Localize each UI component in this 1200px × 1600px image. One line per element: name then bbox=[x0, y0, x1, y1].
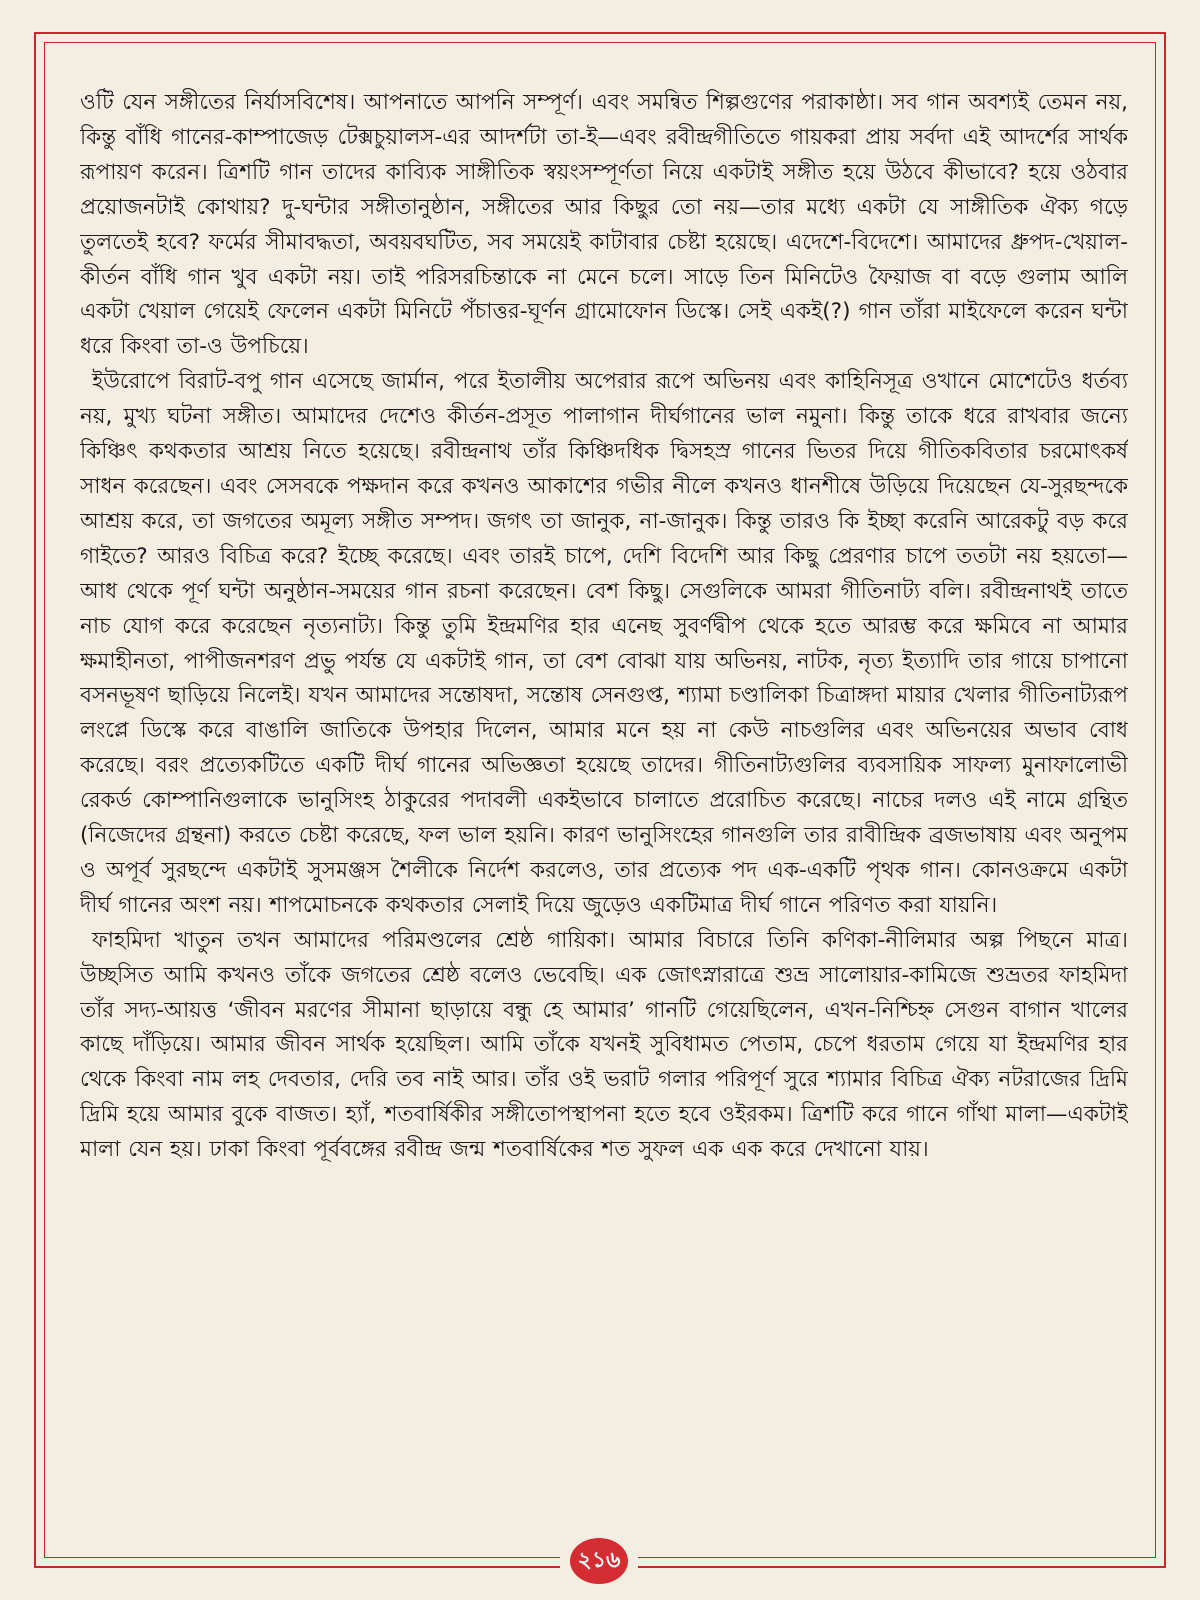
page-number-badge: ২১৬ bbox=[570, 1538, 628, 1584]
page-body bbox=[80, 86, 1128, 1506]
paragraph-3: ফাহমিদা খাতুন তখন আমাদের পরিমণ্ডলের শ্রেষ্ঠ গায়িকা। আমার বিচারে তিনি কণিকা-নীলিমার অল্প পিছনে মাত্র। উচ্ছসিত আমি কখনও তাঁকে জগতের শ্রেষ্ঠ বলেও ভেবেছি। এক জোৎস্নারাত্রে শুভ্র সালোয়ার-কামিজে শুভ্রতর ফাহমিদা তাঁর সদ্য-আয়ত্ত ‘জীবন মরণের সীমানা ছাড়ায়ে বন্ধু হে আমার’ গানটি গেয়েছিলেন, এখন-নিশ্চিহ্ন সেগুন বাগান খালের কাছে দাঁড়িয়ে। আমার জীবন সার্থক হয়েছিল। আমি তাঁকে যখনই সুবিধামত পেতাম, চেপে ধরতাম গেয়ে যা ইন্দ্রমণির হার থেকে কিংবা নাম লহ দেবতার, দেরি তব নাই আর। তাঁর ওই ভরাট গলার পরিপূর্ণ সুরে শ্যামার বিচিত্র ঐক্য নটরাজের দ্রিমি দ্রিমি হয়ে আমার বুকে বাজত। হ্যাঁ, শতবার্ষিকীর সঙ্গীতোপস্থাপনা হতে হবে ওইরকম। ত্রিশটি করে গানে গাঁথা মালা—একটাই মালা যেন হয়। ঢাকা কিংবা পূর্ববঙ্গের রবীন্দ্র জন্ম শতবার্ষিকের শত সুফল এক এক করে দেখানো যায়। bbox=[80, 927, 1128, 1163]
page-number-container bbox=[560, 1538, 638, 1584]
paragraph-2: ইউরোপে বিরাট-বপু গান এসেছে জার্মান, পরে ইতালীয় অপেরার রূপে অভিনয় এবং কাহিনিসূত্র ওখানে মোশেটেও ধর্তব্য নয়, মুখ্য ঘটনা সঙ্গীত। আমাদের দেশেও কীর্তন-প্রসূত পালাগান দীর্ঘগানের ভাল নমুনা। কিন্তু তাকে ধরে রাখবার জন্যে কিঞ্চিৎ কথকতার আশ্রয় নিতে হয়েছে। রবীন্দ্রনাথ তাঁর কিঞ্চিদধিক দ্বিসহস্র গানের ভিতর দিয়ে গীতিকবিতার চরমোৎকর্ষ সাধন করেছেন। এবং সেসবকে পক্ষদান করে কখনও আকাশের গভীর নীলে কখনও ধানশীষে উড়িয়ে দিয়েছেন যে-সুরছন্দকে আশ্রয় করে, তা জগতের অমূল্য সঙ্গীত সম্পদ। জগৎ তা জানুক, না-জানুক। কিন্তু তারও কি ইচ্ছা করেনি আরেকটু বড় করে গাইতে? আরও বিচিত্র করে? ইচ্ছে করেছে। এবং তারই চাপে, দেশি বিদেশি আর কিছু প্রেরণার চাপে ততটা নয় হয়তো—আধ থেকে পূর্ণ ঘন্টা অনুষ্ঠান-সময়ের গান রচনা করেছেন। বেশ কিছু। সেগুলিকে আমরা গীতিনাট্য বলি। রবীন্দ্রনাথই তাতে নাচ যোগ করে করেছেন নৃত্যনাট্য। কিন্তু তুমি ইন্দ্রমণির হার এনেছ সুবর্ণদ্বীপ থেকে হতে আরম্ভ করে ক্ষমিবে না আমার ক্ষমাহীনতা, পাপীজনশরণ প্রভু পর্যন্ত যে একটাই গান, তা বেশ বোঝা যায় অভিনয়, নাটক, নৃত্য ইত্যাদি তার গায়ে চাপানো বসনভূষণ ছাড়িয়ে নিলেই। যখন আমাদের সন্তোষদা, সন্তোষ সেনগুপ্ত, শ্যামা চণ্ডালিকা চিত্রাঙ্গদা মায়ার খেলার গীতিনাট্যরূপ লংপ্লে ডিস্কে করে বাঙালি জাতিকে উপহার দিলেন, আমার মনে হয় না কেউ নাচগুলির এবং অভিনয়ের অভাব বোধ করেছে। বরং প্রত্যেকটিতে একটি দীর্ঘ গানের অভিজ্ঞতা হয়েছে তাদের। গীতিনাট্যগুলির ব্যবসায়িক সাফল্য মুনাফালোভী রেকর্ড কোম্পানিগুলাকে ভানুসিংহ ঠাকুরের পদাবলী একইভাবে চালাতে প্ররোচিত করেছে। নাচের দলও এই নামে গ্রন্থিত (নিজেদের গ্রন্থনা) করতে চেষ্টা করেছে, ফল ভাল হয়নি। কারণ ভানুসিংহের গানগুলি তার রাবীন্দ্রিক ব্রজভাষায় এবং অনুপম ও অপূর্ব সুরছন্দে একটাই সুসমঞ্জস শৈলীকে নির্দেশ করলেও, তার প্রত্যেক পদ এক-একটি পৃথক গান। কোনওক্রমে একটা দীর্ঘ গানের অংশ নয়। শাপমোচনকে কথকতার সেলাই দিয়ে জুড়েও একটিমাত্র দীর্ঘ গানে পরিণত করা যায়নি। bbox=[80, 369, 1128, 918]
paragraph-1: ওটি যেন সঙ্গীতের নির্যাসবিশেষ। আপনাতে আপনি সম্পূর্ণ। এবং সমন্বিত শিল্পগুণের পরাকাষ্ঠা। সব গান অবশ্যই তেমন নয়, কিন্তু বাঁধি গানের-কাম্পাজেড় টেক্সচুয়ালস-এর আদর্শটা তা-ই—এবং রবীন্দ্রগীতিতে গায়করা প্রায় সর্বদা এই আদর্শের সার্থক রূপায়ণ করেন। ত্রিশটি গান তাদের কাব্যিক সাঙ্গীতিক স্বয়ংসম্পূর্ণতা নিয়ে একটাই সঙ্গীত হয়ে উঠবে কীভাবে? হয়ে ওঠবার প্রয়োজনটাই কোথায়? দু-ঘন্টার সঙ্গীতানুষ্ঠান, সঙ্গীতের আর কিছুর তো নয়—তার মধ্যে একটা যে সাঙ্গীতিক ঐক্য গড়ে তুলতেই হবে? ফর্মের সীমাবদ্ধতা, অবয়বঘটিত, সব সময়েই কাটাবার চেষ্টা হয়েছে। এদেশে-বিদেশে। আমাদের ধ্রুপদ-খেয়াল-কীর্তন বাঁধি গান খুব একটা নয়। তাই পরিসরচিন্তাকে না মেনে চলে। সাড়ে তিন মিনিটেও ফৈয়াজ বা বড়ে গুলাম আলি একটা খেয়াল গেয়েই ফেলেন একটা মিনিটে পঁচাত্তর-ঘূর্ণন গ্রামোফোন ডিস্কে। সেই একই(?) গান তাঁরা মাইফেলে করেন ঘন্টা ধরে কিংবা তা-ও উপচিয়ে। bbox=[80, 90, 1128, 360]
